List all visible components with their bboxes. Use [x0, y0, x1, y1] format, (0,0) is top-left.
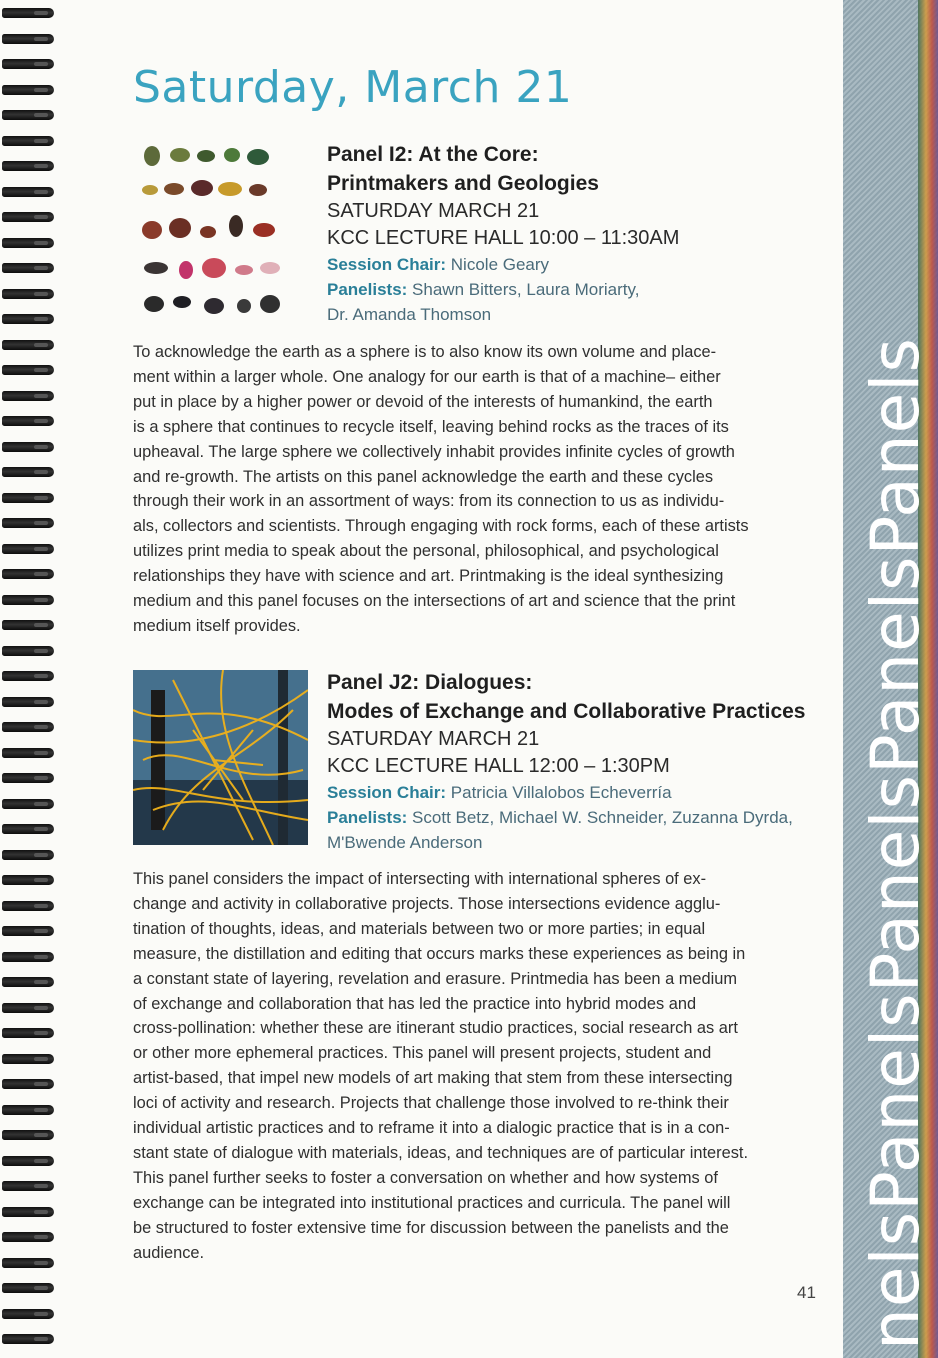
binding-ring	[2, 59, 54, 69]
panel-j2-title-line2: Modes of Exchange and Collaborative Practices	[327, 700, 806, 723]
binding-ring	[2, 416, 54, 426]
binding-ring	[2, 110, 54, 120]
binding-ring	[2, 391, 54, 401]
binding-ring	[2, 1054, 54, 1064]
spiral-binding	[0, 0, 60, 1358]
binding-ring	[2, 952, 54, 962]
binding-ring	[2, 1309, 54, 1319]
description-line: loci of activity and research. Projects that challenge those involved to re-think their	[133, 1094, 729, 1113]
binding-ring	[2, 85, 54, 95]
description-line: audience.	[133, 1243, 205, 1262]
description-line: stant state of dialogue with materials, ideas, and techniques are of particular interest.	[133, 1143, 748, 1162]
binding-ring	[2, 1258, 54, 1268]
panel-i2-panelists	[327, 277, 827, 302]
binding-ring	[2, 1003, 54, 1013]
panel-i2-title-line1: Panel I2: At the Core:	[327, 143, 539, 166]
binding-ring	[2, 1334, 54, 1344]
binding-ring	[2, 1283, 54, 1293]
binding-ring	[2, 1207, 54, 1217]
binding-ring	[2, 824, 54, 834]
panel-j2-description	[133, 867, 823, 1266]
session-chair-label: Session Chair:	[327, 783, 447, 802]
panel-j2-title-line1: Panel J2: Dialogues:	[327, 671, 533, 694]
binding-ring	[2, 1232, 54, 1242]
binding-ring	[2, 136, 54, 146]
description-line: This panel considers the impact of intersecting with international spheres of ex-	[133, 870, 707, 888]
panel-i2-title-line2: Printmakers and Geologies	[327, 172, 599, 195]
binding-ring	[2, 697, 54, 707]
description-line: is a sphere that continues to recycle itself, leaving behind rocks as the traces of its	[133, 417, 729, 436]
binding-ring	[2, 875, 54, 885]
binding-ring	[2, 926, 54, 936]
binding-ring	[2, 238, 54, 248]
description-line: To acknowledge the earth as a sphere is to also know its own volume and place-	[133, 343, 717, 361]
panel-j2-panelists-cont	[327, 830, 827, 855]
description-line: put in place by a higher power or devoid of the interests of humankind, the earth	[133, 392, 713, 411]
description-line: artist-based, that impel new models of art making that stem from these intersecting	[133, 1069, 733, 1088]
binding-ring	[2, 289, 54, 299]
binding-ring	[2, 1105, 54, 1115]
binding-ring	[2, 977, 54, 987]
page-number: 41	[797, 1283, 816, 1302]
binding-ring	[2, 187, 54, 197]
session-chair-name: Nicole Geary	[450, 255, 550, 274]
description-line: ment within a larger whole. One analogy for our earth is that of a machine– either	[133, 367, 721, 386]
description-line: a constant state of layering, revelation and erasure. Printmedia has been a medium	[133, 969, 738, 988]
binding-ring	[2, 901, 54, 911]
binding-ring	[2, 850, 54, 860]
day-title: Saturday, March 21	[133, 62, 573, 113]
description-line: upheaval. The large sphere we collectively inhabit provides infinite cycles of growth	[133, 442, 735, 461]
rock-row	[144, 146, 269, 166]
binding-ring	[2, 569, 54, 579]
binding-ring	[2, 544, 54, 554]
binding-ring	[2, 799, 54, 809]
panelists-names: Scott Betz, Michael W. Schneider, Zuzanna Dyrda,	[412, 808, 793, 827]
panelists-label: Panelists:	[327, 280, 408, 299]
description-line: relationships they have with science and art. Printmaking is the ideal synthesizing	[133, 567, 724, 586]
description-line: medium itself provides.	[133, 616, 301, 635]
binding-ring	[2, 263, 54, 273]
panel-j2-location-time: KCC LECTURE HALL 12:00 – 1:30PM	[327, 755, 670, 777]
binding-ring	[2, 595, 54, 605]
session-chair-name: Patricia Villalobos Echeverría	[450, 783, 672, 802]
description-line: individual artistic practices and to reframe it into a dialogic practice that is in a con-	[133, 1119, 730, 1138]
description-line: exchange can be integrated into institutional practices and curricula. The panel will	[133, 1193, 731, 1212]
panelists-names: Shawn Bitters, Laura Moriarty,	[412, 280, 640, 299]
binding-ring	[2, 773, 54, 783]
description-line: measure, the distillation and editing that occurs marks these experiences as being in	[133, 944, 746, 963]
binding-ring	[2, 671, 54, 681]
panelists-label: Panelists:	[327, 808, 408, 827]
panel-i2-location-time: KCC LECTURE HALL 10:00 – 11:30AM	[327, 227, 680, 249]
description-line: als, collectors and scientists. Through engaging with rock forms, each of these artists	[133, 517, 749, 536]
description-line: utilizes print media to speak about the personal, philosophical, and psychological	[133, 542, 719, 561]
panel-j2-panelists	[327, 805, 827, 830]
description-line: or other more ephemeral practices. This panel will present projects, student and	[133, 1044, 712, 1063]
panel-i2-header	[327, 140, 827, 327]
panel-j2-chair	[327, 780, 827, 805]
panelists-names-cont: Dr. Amanda Thomson	[327, 305, 492, 324]
binding-ring	[2, 161, 54, 171]
binding-ring	[2, 1079, 54, 1089]
panel-i2-date: SATURDAY MARCH 21	[327, 200, 540, 222]
rock-samples-photo	[140, 142, 300, 322]
rock-row	[144, 258, 280, 279]
binding-ring	[2, 365, 54, 375]
binding-ring	[2, 620, 54, 630]
rock-row	[142, 180, 267, 196]
description-line: medium and this panel focuses on the intersections of art and science that the print	[133, 592, 736, 611]
binding-ring	[2, 646, 54, 656]
panel-i2-chair	[327, 252, 827, 277]
panel-i2-panelists-cont	[327, 302, 827, 327]
yarn-installation-photo	[133, 670, 308, 845]
session-chair-label: Session Chair:	[327, 255, 447, 274]
binding-ring	[2, 34, 54, 44]
binding-ring	[2, 1028, 54, 1038]
binding-ring	[2, 442, 54, 452]
binding-ring	[2, 493, 54, 503]
description-line: through their work in an assortment of ways: from its connection to us as individu-	[133, 492, 725, 511]
binding-ring	[2, 1181, 54, 1191]
binding-ring	[2, 1156, 54, 1166]
description-line: and re-growth. The artists on this panel acknowledge the earth and these cycles	[133, 467, 714, 486]
binding-ring	[2, 212, 54, 222]
binding-ring	[2, 340, 54, 350]
binding-ring	[2, 8, 54, 18]
binding-ring	[2, 518, 54, 528]
panelists-names-cont: M'Bwende Anderson	[327, 833, 483, 852]
side-tab-label: nelsPanelsPanelsPanelsPanels	[857, 337, 934, 1350]
binding-ring	[2, 748, 54, 758]
description-line: cross-pollination: whether these are itinerant studio practices, social research as art	[133, 1019, 738, 1038]
binding-ring	[2, 314, 54, 324]
description-line: This panel further seeks to foster a conversation on whether and how systems of	[133, 1168, 718, 1187]
binding-ring	[2, 467, 54, 477]
panel-j2-date: SATURDAY MARCH 21	[327, 728, 540, 750]
panel-i2-description	[133, 340, 823, 639]
binding-ring	[2, 1130, 54, 1140]
description-line: of exchange and collaboration that has led the practice into hybrid modes and	[133, 994, 697, 1013]
description-line: be structured to foster extensive time for discussion between the panelists and the	[133, 1218, 729, 1237]
description-line: change and activity in collaborative projects. Those intersections evidence agglu-	[133, 894, 721, 913]
panel-j2-header	[327, 668, 827, 855]
description-line: tination of thoughts, ideas, and materials between two or more parties; in equal	[133, 919, 706, 938]
binding-ring	[2, 722, 54, 732]
rock-row	[142, 215, 275, 239]
rock-row	[144, 295, 280, 314]
